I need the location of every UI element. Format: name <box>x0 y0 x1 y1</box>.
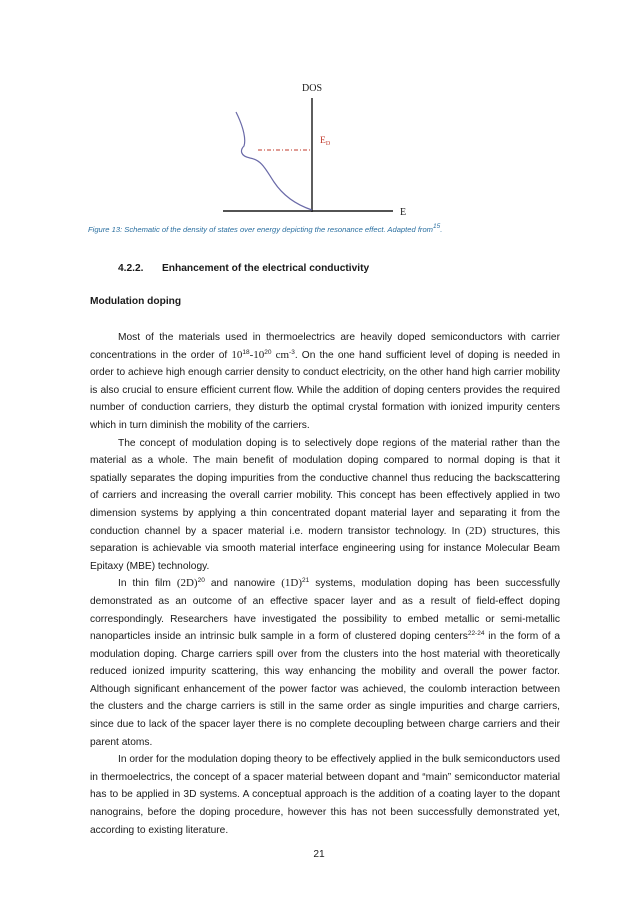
paragraph: The concept of modulation doping is to selectively dope regions of the material rather than the material as a whole. The main benefit of modulation doping compared to normal doping is that it spatially separates the doping impurities from the conductive channel thus reducing the backscattering of carriers and increasing the overall carrier mobility. This concept has been effectively applied in two dimension systems by applying a thin concentrated dopant material layer and separating it from the conduction channel by a spacer material i.e. modern transistor technology. In (2D) structures, this separation is achievable via smooth material interface engineering using for instance Molecular Beam Epitaxy (MBE) technology. <box>90 437 560 572</box>
paragraph: In thin film $(2D)^{20}$ and nanowire $(1D)^{21}$ systems, modulation doping has been successfully demonstrated as an outcome of an effective spacer layer and as a result of field-effect doping correspondingly. Researchers have investigated the possibility to embed metallic or semi-metallic nanoparticles inside an intrinsic bulk sample in a form of clustered doping centers$^{22-24}$ in the form of a modulation doping. Charge carriers spill over from the clusters into the host material with theoretically reduced ionized impurity scattering, this way enhancing the mobility and overall the power factor. Although significant enhancement of the power factor was achieved, the coulomb interaction between the clusters and the charge carriers is still in the same order as single impurities and charge carriers, since due to lack of the spacer layer there is no complete decoupling between charge carriers and their parent atoms. <box>90 577 560 748</box>
subheading: Modulation doping <box>90 296 182 307</box>
section-title: Enhancement of the electrical conductivity <box>162 263 370 274</box>
dos-curve <box>236 112 312 210</box>
energy-axis-label: E <box>400 207 407 218</box>
section-heading <box>118 263 369 274</box>
dos-figure <box>0 0 638 225</box>
paragraph: In order for the modulation doping theory to be effectively applied in the bulk semiconductors used in thermoelectrics, the concept of a spacer material between dopant and “main” semiconductor material has to be applied in 3D systems. A conceptual approach is the addition of a coating layer to the dopant nanograins, before the doping procedure, however this has not been successfully demonstrated yet, according to existing literature. <box>90 754 560 836</box>
resonance-level-label: $E_D$ <box>320 136 331 147</box>
dos-axis-label: DOS <box>302 83 323 94</box>
figure-caption: Figure 13: Schematic of the density of states over energy depicting the resonance effect. Adapted from$^{15}$. <box>88 223 443 234</box>
paragraph: Most of the materials used in thermoelectrics are heavily doped semiconductors with carrier concentrations in the order of $10^{18}-10^{20}$ $cm^{-3}$. On the one hand sufficient level of doping is needed in order to achieve high enough carrier density to conduct electricity, on the other hand high carrier mobility is also crucial to ensure efficient current flow. While the addition of doping centers provides the required number of conduction carriers, they disturb the optimal crystal formation with ionized impurity centers which in turn diminish the mobility of the carriers. <box>90 332 561 431</box>
page-number: 21 <box>313 849 325 860</box>
section-number: 4.2.2. <box>118 263 144 274</box>
body-text <box>90 329 560 839</box>
